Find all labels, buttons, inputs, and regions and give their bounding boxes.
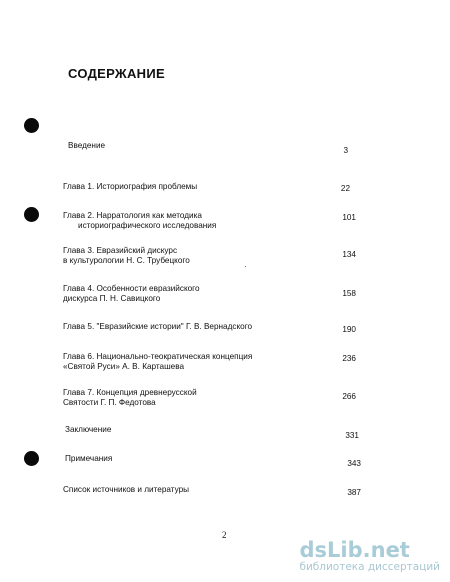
toc-entry-title: Примечания bbox=[65, 454, 113, 463]
toc-entry-subtitle: «Святой Руси» А. В. Карташева bbox=[63, 362, 185, 371]
toc-entry-title: Глава 4. Особенности евразийского bbox=[63, 284, 200, 293]
toc-page-number: 236 bbox=[342, 354, 356, 363]
punch-hole-3 bbox=[24, 451, 39, 466]
toc-entry-title: Глава 3. Евразийский дискурс bbox=[63, 246, 178, 255]
watermark-subtitle: библиотека диссертаций bbox=[299, 561, 440, 573]
toc-entry-subtitle: в культурологии Н. С. Трубецкого bbox=[63, 256, 190, 265]
punch-hole-2 bbox=[24, 207, 39, 222]
toc-page-number: 266 bbox=[342, 392, 356, 401]
toc-entry-title: Глава 7. Концепция древнерусской bbox=[63, 388, 197, 397]
toc-entry-subtitle: Святости Г. П. Федотова bbox=[63, 398, 156, 407]
toc-entry bbox=[63, 182, 197, 192]
scan-speck bbox=[245, 266, 246, 267]
watermark-brand-net: .net bbox=[362, 538, 410, 562]
toc-entry bbox=[63, 352, 252, 372]
toc-page-number: 134 bbox=[342, 250, 356, 259]
toc-entry-title: Глава 2. Нарратология как методика bbox=[63, 211, 202, 220]
watermark-brand-ds: ds bbox=[299, 538, 328, 562]
toc-page-number: 387 bbox=[347, 488, 361, 497]
toc-entry bbox=[63, 246, 190, 266]
toc-entry-title: Глава 1. Историография проблемы bbox=[63, 182, 198, 191]
watermark-logo bbox=[299, 539, 440, 561]
toc-page-number: 331 bbox=[345, 431, 359, 440]
toc-entry bbox=[63, 388, 197, 408]
punch-hole-1 bbox=[24, 118, 39, 133]
watermark bbox=[299, 539, 440, 574]
toc-entry-title: Заключение bbox=[65, 425, 112, 434]
toc-entry bbox=[68, 141, 105, 151]
toc-entry bbox=[65, 454, 112, 464]
toc-entry-subtitle: историографического исследования bbox=[78, 221, 217, 230]
toc-entry bbox=[63, 284, 200, 304]
toc-entry-title: Глава 6. Национально-теократическая концепция bbox=[63, 352, 253, 361]
toc-page-number: 343 bbox=[347, 459, 361, 468]
toc-page-number: 158 bbox=[342, 289, 356, 298]
toc-entry bbox=[63, 485, 189, 495]
toc-entry-title: Глава 5. "Евразийские истории" Г. В. Вернадского bbox=[63, 322, 253, 331]
watermark-brand-lib: Lib bbox=[327, 538, 363, 562]
toc-entry bbox=[65, 425, 111, 435]
toc-entry bbox=[63, 211, 216, 231]
toc-entry-subtitle: дискурса П. Н. Савицкого bbox=[63, 294, 161, 303]
toc-page-number: 22 bbox=[340, 184, 350, 193]
toc-entry-title: Список источников и литературы bbox=[63, 485, 190, 494]
toc-page-number: 3 bbox=[343, 146, 348, 155]
page-number: 2 bbox=[222, 530, 227, 540]
page-title: СОДЕРЖАНИЕ bbox=[68, 66, 165, 81]
toc-page-number: 190 bbox=[342, 325, 356, 334]
toc-page-number: 101 bbox=[342, 213, 356, 222]
toc-entry bbox=[63, 322, 252, 332]
toc-entry-title: Введение bbox=[68, 141, 106, 150]
